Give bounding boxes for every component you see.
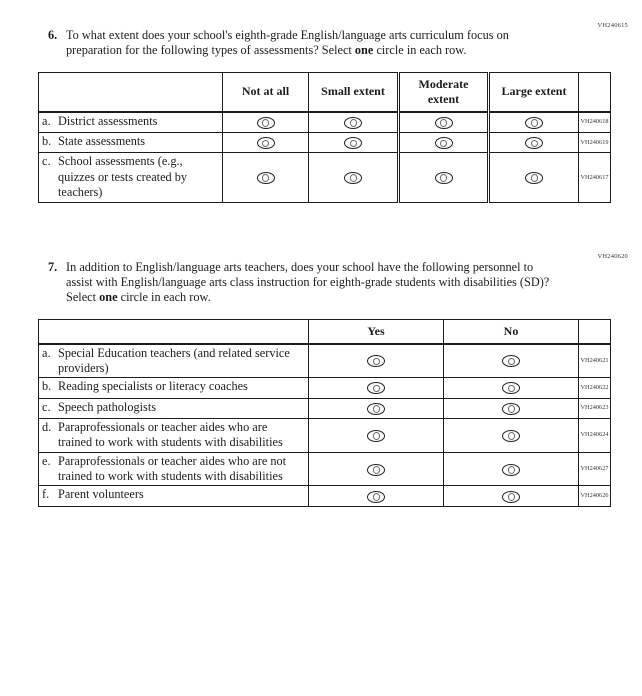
row-admin-code: VH240626 bbox=[579, 486, 611, 506]
table-row bbox=[39, 378, 611, 398]
q6-header-not-at-all: Not at all bbox=[223, 72, 309, 112]
response-bubble[interactable] bbox=[525, 117, 543, 129]
q6-row-a-label-cell bbox=[39, 112, 223, 133]
table-row bbox=[39, 133, 611, 153]
response-bubble[interactable] bbox=[367, 403, 385, 415]
row-letter: d. bbox=[42, 420, 52, 435]
row-letter: f. bbox=[42, 487, 50, 502]
row-letter: a. bbox=[42, 345, 51, 360]
q7-row-b-label-cell bbox=[39, 378, 309, 398]
response-bubble[interactable] bbox=[502, 382, 520, 394]
row-letter: b. bbox=[42, 134, 52, 149]
row-label: Paraprofessionals or teacher aides who are trained to work with students with disabilities bbox=[58, 420, 283, 450]
table-row bbox=[39, 419, 611, 453]
q7-row-f-label-cell bbox=[39, 486, 309, 506]
row-letter: c. bbox=[42, 154, 51, 169]
response-bubble[interactable] bbox=[367, 355, 385, 367]
response-bubble[interactable] bbox=[502, 355, 520, 367]
q7-row-d-label-cell bbox=[39, 419, 309, 453]
row-admin-code: VH240619 bbox=[579, 133, 611, 153]
question-7-number: 7. bbox=[48, 259, 58, 274]
q7-header-row bbox=[39, 319, 611, 344]
q7-header-code-empty bbox=[579, 319, 611, 344]
response-bubble[interactable] bbox=[367, 491, 385, 503]
table-row bbox=[39, 153, 611, 202]
response-bubble[interactable] bbox=[502, 430, 520, 442]
row-label: School assessments (e.g., quizzes or tests created by teachers) bbox=[58, 154, 188, 200]
row-letter: c. bbox=[42, 399, 51, 414]
response-bubble[interactable] bbox=[257, 137, 275, 149]
row-label: Speech pathologists bbox=[58, 399, 157, 414]
response-bubble[interactable] bbox=[344, 137, 362, 149]
question-6 bbox=[0, 0, 642, 59]
question-7 bbox=[0, 260, 642, 306]
response-bubble[interactable] bbox=[502, 491, 520, 503]
row-admin-code: VH240621 bbox=[579, 344, 611, 378]
q7-row-c-label-cell bbox=[39, 398, 309, 418]
q7-header-empty bbox=[39, 319, 309, 344]
response-bubble[interactable] bbox=[344, 172, 362, 184]
response-bubble[interactable] bbox=[435, 137, 453, 149]
row-admin-code: VH240624 bbox=[579, 419, 611, 453]
response-bubble[interactable] bbox=[525, 137, 543, 149]
row-admin-code: VH240618 bbox=[579, 112, 611, 133]
q6-header-code-empty bbox=[579, 72, 611, 112]
question-6-prompt-before: To what extent does your school's eighth-grade English/language arts curriculum focus on preparation for the following types of assessments? Select bbox=[66, 28, 509, 58]
response-bubble[interactable] bbox=[257, 117, 275, 129]
question-6-prompt bbox=[66, 28, 558, 59]
row-label: Reading specialists or literacy coaches bbox=[58, 379, 248, 394]
question-6-prompt-after: circle in each row. bbox=[376, 43, 467, 58]
response-bubble[interactable] bbox=[502, 403, 520, 415]
question-7-prompt-after: circle in each row. bbox=[120, 290, 211, 305]
response-bubble[interactable] bbox=[435, 117, 453, 129]
question-7-table bbox=[38, 319, 611, 507]
row-letter: a. bbox=[42, 113, 51, 128]
admin-code-q6: VH240615 bbox=[597, 22, 628, 29]
table-row bbox=[39, 344, 611, 378]
row-admin-code: VH240623 bbox=[579, 398, 611, 418]
response-bubble[interactable] bbox=[435, 172, 453, 184]
response-bubble[interactable] bbox=[367, 382, 385, 394]
question-6-prompt-bold: one bbox=[354, 43, 374, 58]
response-bubble[interactable] bbox=[257, 172, 275, 184]
question-7-prompt-before: In addition to English/language arts teachers, does your school have the following personnel to assist with English/language arts class instruction for eighth-grade students with disabilities (SD)? Select bbox=[66, 259, 550, 305]
q7-header-yes: Yes bbox=[309, 319, 444, 344]
question-7-prompt bbox=[66, 260, 558, 306]
admin-code-q7: VH240620 bbox=[597, 253, 628, 260]
q6-header-row bbox=[39, 72, 611, 112]
response-bubble[interactable] bbox=[367, 464, 385, 476]
table-row bbox=[39, 486, 611, 506]
row-admin-code: VH240622 bbox=[579, 378, 611, 398]
q6-row-c-label-cell bbox=[39, 153, 223, 202]
q6-row-b-label-cell bbox=[39, 133, 223, 153]
row-label: Parent volunteers bbox=[58, 487, 144, 502]
row-admin-code: VH240627 bbox=[579, 452, 611, 486]
question-6-number: 6. bbox=[48, 28, 58, 42]
row-label: State assessments bbox=[58, 134, 146, 149]
q7-row-e-label-cell bbox=[39, 452, 309, 486]
row-letter: b. bbox=[42, 379, 52, 394]
response-bubble[interactable] bbox=[525, 172, 543, 184]
response-bubble[interactable] bbox=[502, 464, 520, 476]
q7-row-a-label-cell bbox=[39, 344, 309, 378]
row-admin-code: VH240617 bbox=[579, 153, 611, 202]
table-row bbox=[39, 112, 611, 133]
row-label: Special Education teachers (and related service providers) bbox=[58, 345, 290, 375]
q6-header-small-extent: Small extent bbox=[309, 72, 399, 112]
row-label: District assessments bbox=[58, 113, 158, 128]
q6-header-moderate-extent: Moderate extent bbox=[399, 72, 489, 112]
row-letter: e. bbox=[42, 453, 51, 468]
table-row bbox=[39, 452, 611, 486]
q6-header-large-extent: Large extent bbox=[489, 72, 579, 112]
table-row bbox=[39, 398, 611, 418]
question-7-prompt-bold: one bbox=[99, 290, 118, 305]
q6-header-empty bbox=[39, 72, 223, 112]
response-bubble[interactable] bbox=[367, 430, 385, 442]
q7-header-no: No bbox=[444, 319, 579, 344]
response-bubble[interactable] bbox=[344, 117, 362, 129]
question-6-table bbox=[38, 72, 611, 203]
row-label: Paraprofessionals or teacher aides who are not trained to work with students with disabilities bbox=[58, 453, 287, 484]
